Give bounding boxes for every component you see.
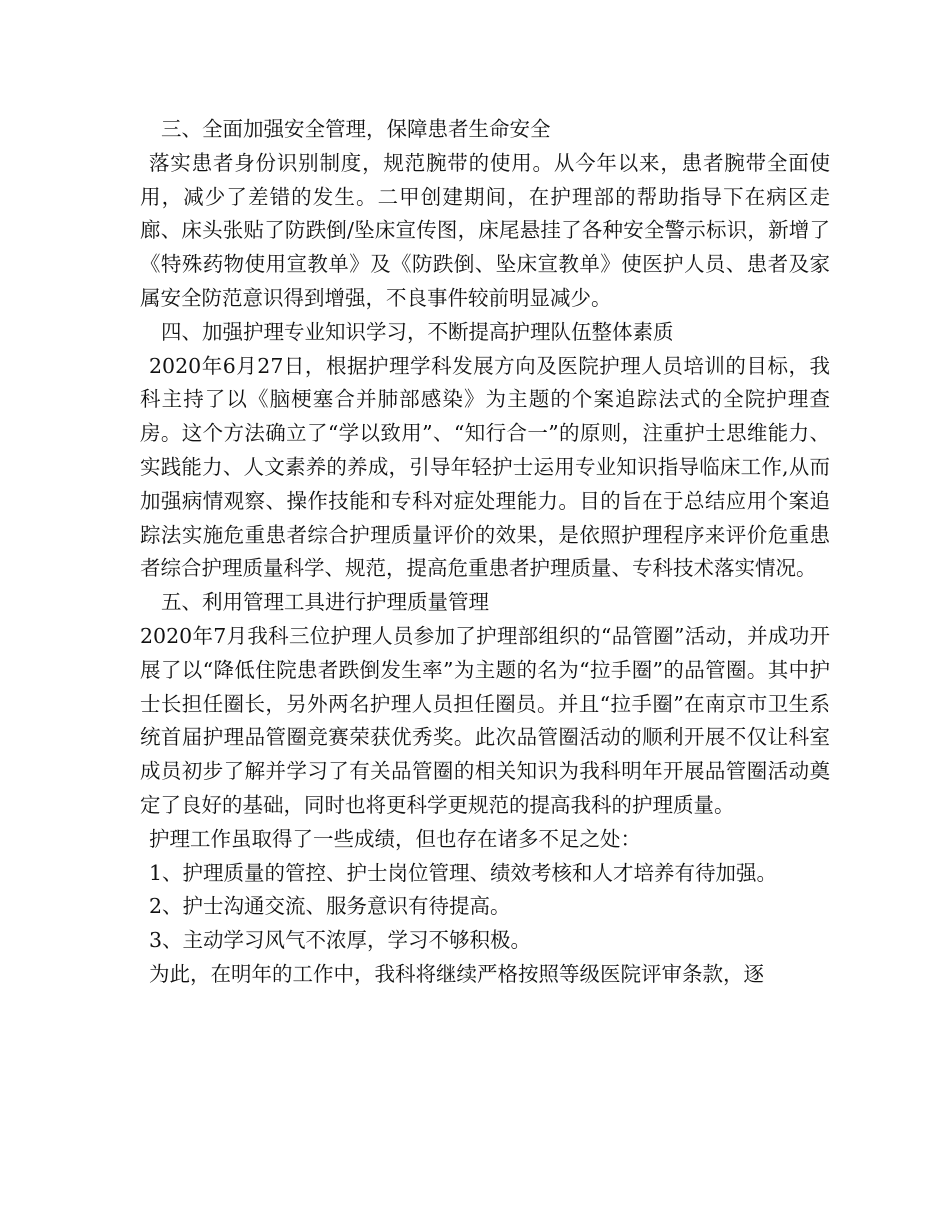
- list-item-1: 1、护理质量的管控、护士岗位管理、绩效考核和人才培养有待加强。: [149, 860, 778, 885]
- document-body: [140, 113, 830, 992]
- list-item-2: 2、护士沟通交流、服务意识有待提高。: [149, 894, 511, 919]
- list-item-3: 3、主动学习风气不浓厚，学习不够积极。: [149, 928, 532, 953]
- section-heading-5: 五、利用管理工具进行护理质量管理: [161, 590, 489, 615]
- paragraph-shortcomings-intro: 护理工作虽取得了一些成绩，但也存在诸多不足之处：: [149, 826, 641, 851]
- section-heading-4: 四、加强护理专业知识学习，不断提高护理队伍整体素质: [161, 319, 674, 344]
- section-heading-3: 三、全面加强安全管理，保障患者生命安全: [161, 117, 551, 141]
- paragraph-next-year: 为此，在明年的工作中，我科将继续严格按照等级医院评审条款，逐: [149, 961, 764, 986]
- paragraph-quality-circle: 2020年7月我科三位护理人员参加了护理部组织的“品管圈”活动，并成功开展了以“降低住院患者跌倒发生率”为主题的名为“拉手圈”的品管圈。其中护士长担任圈长，另外两名护理人员担任圈员。并且“拉手圈”在南京市卫生系统首届护理品管圈竞赛荣获优秀奖。此次品管圈活动的顺利开展不仅让科室成员初步了解并学习了有关品管圈的相关知识为我科明年开展品管圈活动奠定了良好的基础，同时也将更科学更规范的提高我科的护理质量。: [140, 623, 830, 817]
- paragraph-training: 2020年6月27日，根据护理学科发展方向及医院护理人员培训的目标，我科主持了以《脑梗塞合并肺部感染》为主题的个案追踪法式的全院护理查房。这个方法确立了“学以致用”、“知行合一”的原则，注重护士思维能力、实践能力、人文素养的养成，引导年轻护士运用专业知识指导临床工作,从而加强病情观察、操作技能和专科对症处理能力。目的旨在于总结应用个案追踪法实施危重患者综合护理质量评价的效果，是依照护理程序来评价危重患者综合护理质量科学、规范，提高危重患者护理质量、专科技术落实情况。: [140, 353, 830, 581]
- paragraph-safety: 落实患者身份识别制度，规范腕带的使用。从今年以来，患者腕带全面使用，减少了差错的发生。二甲创建期间，在护理部的帮助指导下在病区走廊、床头张贴了防跌倒/坠床宣传图，床尾悬挂了各种安全警示标识，新增了《特殊药物使用宣教单》及《防跌倒、坠床宣教单》使医护人员、患者及家属安全防范意识得到增强，不良事件较前明显减少。: [140, 150, 830, 310]
